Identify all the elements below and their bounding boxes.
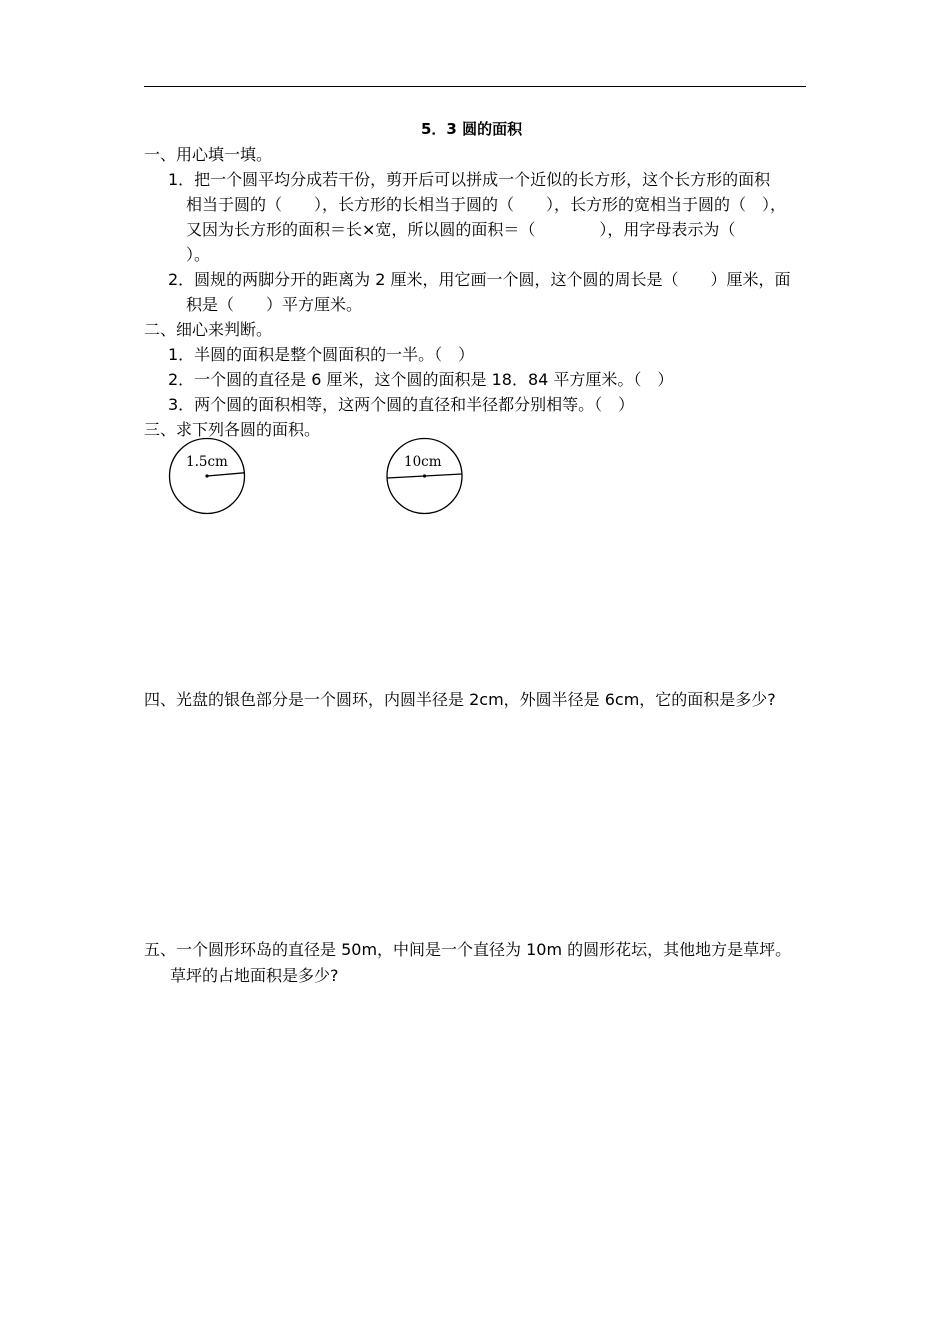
circle-1-radius-line bbox=[207, 473, 244, 476]
circle-radius-figure bbox=[164, 434, 250, 520]
section-4-question: 四、光盘的银色部分是一个圆环，内圆半径是 2cm，外圆半径是 6cm，它的面积是多少? bbox=[144, 690, 776, 709]
circle-2-label: 10cm bbox=[404, 454, 442, 470]
q1-line-2: 相当于圆的（ ），长方形的长相当于圆的（ ），长方形的宽相当于圆的（ ）， bbox=[186, 195, 787, 214]
judge-item-2: 2．一个圆的直径是 6 厘米，这个圆的面积是 18．84 平方厘米。（ ） bbox=[168, 370, 674, 389]
q2-line-1: 2．圆规的两脚分开的距离为 2 厘米，用它画一个圆，这个圆的周长是（ ）厘米，面 bbox=[168, 270, 791, 289]
section-1-heading: 一、用心填一填。 bbox=[144, 145, 273, 164]
circle-1-center-dot bbox=[205, 474, 208, 477]
page-title: 5．3 圆的面积 bbox=[421, 120, 523, 138]
q1-line-1: 1．把一个圆平均分成若干份，剪开后可以拼成一个近似的长方形，这个长方形的面积 bbox=[168, 170, 771, 189]
section-5-line-1: 五、一个圆形环岛的直径是 50m，中间是一个直径为 10m 的圆形花坛，其他地方是草坪。 bbox=[144, 940, 792, 959]
judge-item-1: 1．半圆的面积是整个圆面积的一半。（ ） bbox=[168, 345, 475, 364]
q1-line-4: ）。 bbox=[186, 245, 211, 264]
q1-line-3: 又因为长方形的面积＝长×宽，所以圆的面积＝（ ），用字母表示为（ bbox=[186, 220, 736, 239]
circle-2-center-dot bbox=[423, 474, 426, 477]
judge-item-3: 3．两个圆的面积相等，这两个圆的直径和半径都分别相等。（ ） bbox=[168, 395, 635, 414]
section-3-heading: 三、求下列各圆的面积。 bbox=[144, 420, 321, 439]
circle-1-label: 1.5cm bbox=[186, 454, 228, 470]
section-2-heading: 二、细心来判断。 bbox=[144, 320, 273, 339]
circle-diameter-figure bbox=[382, 434, 468, 520]
q2-line-2: 积是（ ）平方厘米。 bbox=[186, 295, 363, 314]
section-5-line-2: 草坪的占地面积是多少? bbox=[170, 966, 339, 985]
header-rule bbox=[144, 86, 806, 87]
